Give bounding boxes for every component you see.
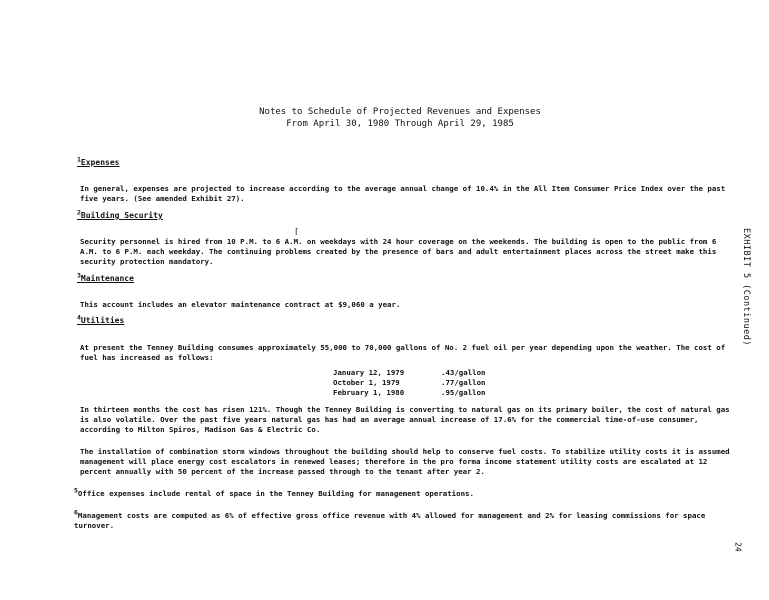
security-heading — [77, 208, 163, 221]
footnote-number: 5 — [74, 486, 78, 495]
maintenance-text: This account includes an elevator maintenance contract at $9,060 a year. — [80, 300, 401, 309]
footnote-number: 4 — [77, 313, 81, 322]
management-costs-text: Management costs are computed as 6% of effective gross office revenue with 4% allowed for management and 2% for leasing commissions for space turnover. — [74, 511, 706, 530]
utilities-heading — [77, 313, 125, 326]
utilities-text-3: The installation of combination storm windows throughout the building should help to conserve fuel costs. To stabilize utility costs it is assumed management will place energy cost escalators in renewed leases; therefore in the pro forma income statement utility costs are escalated at 12 percent annually with 50 percent of the increase passed through to the tenant after year 2. — [80, 447, 730, 476]
heading-text: Expenses — [80, 158, 120, 167]
fuel-cost-table — [333, 368, 521, 398]
document-subtitle: From April 30, 1980 Through April 29, 1985 — [286, 119, 514, 129]
heading-text: Utilities — [80, 316, 125, 325]
fuel-cost: .77/gallon — [441, 377, 486, 387]
document-title: Notes to Schedule of Projected Revenues and Expenses — [259, 107, 541, 117]
heading-text: Maintenance — [80, 274, 134, 283]
page-number: 24 — [733, 542, 743, 552]
management-costs-note — [74, 508, 724, 531]
fuel-date: February 1, 1980 — [333, 387, 405, 397]
fuel-cost: .95/gallon — [441, 387, 486, 397]
maintenance-heading — [77, 271, 134, 284]
exhibit-label: EXHIBIT 5 (Continued) — [741, 228, 752, 346]
office-expenses-note — [74, 486, 724, 499]
utilities-text-2: In thirteen months the cost has risen 121%. Though the Tenney Building is converting to natural gas on its primary boiler, the cost of natural gas is also volatile. Over the past five years natural gas has had an average annual increase of 17.6% for the commercial time-of-use consumer, according to Milton Spiros, Madison Gas & Electric Co. — [80, 405, 730, 434]
expenses-heading — [77, 155, 120, 168]
fuel-cost-row — [333, 378, 521, 388]
footnote-number: 6 — [74, 508, 78, 517]
handwritten-mark: ⌈ — [294, 227, 299, 236]
fuel-cost-row — [333, 388, 521, 398]
footnote-number: 1 — [77, 155, 81, 164]
footnote-number: 2 — [77, 208, 81, 217]
fuel-date: January 12, 1979 — [333, 368, 405, 377]
fuel-cost: .43/gallon — [441, 368, 486, 377]
fuel-date: October 1, 1979 — [333, 377, 400, 387]
expenses-text: In general, expenses are projected to increase according to the average annual change of 10.4% in the All Item Consumer Price Index over the past five years. (See amended Exhibit 27). — [80, 184, 726, 203]
office-expenses-text: Office expenses include rental of space in the Tenney Building for management operations. — [77, 489, 474, 498]
utilities-text: At present the Tenney Building consumes approximately 55,000 to 70,000 gallons of No. 2 fuel oil per year depending upon the weather. The cost of fuel has increased as follows: — [80, 343, 726, 362]
footnote-number: 3 — [77, 271, 81, 280]
security-text: Security personnel is hired from 10 P.M. to 6 A.M. on weekdays with 24 hour coverage on the weekends. The building is open to the public from 6 A.M. to 6 P.M. each weekday. The continuing problems created by the presence of bars and adult entertainment places across the street make this security protection mandatory. — [80, 237, 717, 266]
heading-text: Building Security — [80, 211, 163, 220]
fuel-cost-row — [333, 368, 521, 378]
